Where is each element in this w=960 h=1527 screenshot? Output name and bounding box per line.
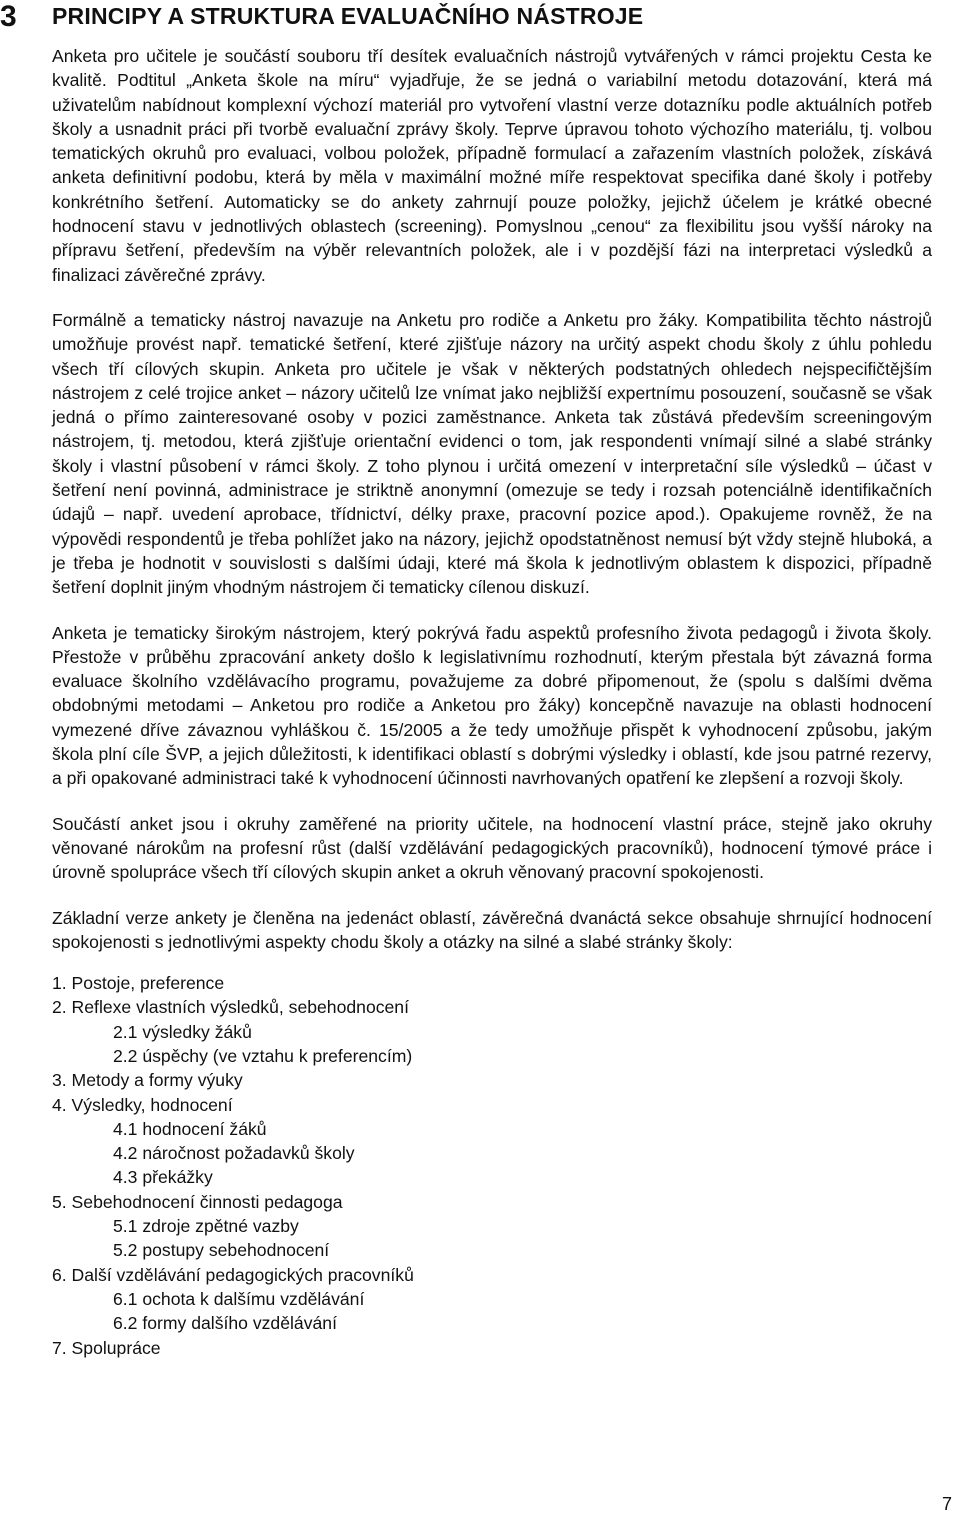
- document-body: [52, 44, 932, 1360]
- paragraph: Anketa je tematicky širokým nástrojem, který pokrývá řadu aspektů profesního života pedagogů i života školy. Přestože v průběhu zpracování ankety došlo k legislativnímu rozhodnutí, kterým přestala být závazná forma evaluace školního vzdělávacího programu, považujeme za dobré připomenout, že (spolu s dalšími dvěma obdobnými metodami – Anketou pro rodiče a Anketou pro žáky) koncepčně navazuje na oblasti hodnocení vymezené dříve závaznou vyhláškou č. 15/2005 a že tedy umožňuje přispět k vyhodnocení způsobu, jakým škola plní cíle ŠVP, a jejich důležitosti, k identifikaci oblastí s dobrými výsledky i oblastí, kde jsou patrné rezervy, a při opakované administraci také k vyhodnocení účinnosti navrhovaných opatření ke zlepšení a rozvoji školy.: [52, 622, 932, 789]
- paragraph: Formálně a tematicky nástroj navazuje na Anketu pro rodiče a Anketu pro žáky. Kompatibilita těchto nástrojů umožňuje provést např. tematické šetření, které zjišťuje názory na určitý aspekt chodu školy z úhlu pohledu všech tří cílových skupin. Anketa pro učitele je však v některých podstatných ohledech nejspecifičtějším nástrojem z celé trojice anket – názory učitelů lze vnímat jako nejbližší expertnímu posouzení, současně se však jedná o přímo zainteresované osoby v pozici zaměstnance. Anketa tak zůstává především screeningovým nástrojem, tj. metodou, která zjišťuje orientační evidenci o tom, jak respondenti vnímají silné a slabé stránky školy i vlastní působení v rámci školy. Z toho plynou i určitá omezení v interpretační síle výsledků – účast v šetření není povinná, administrace je striktně anonymní (omezuje se tedy i rozsah potenciálně identifikačních údajů – např. uvedení aprobace, třídnictví, délky praxe, pracovní pozice apod.). Opakujeme rovněž, že na výpovědi respondentů je třeba pohlížet jako na názory, jejichž opodstatněnost nemusí být vždy stejně hluboká, a je třeba je hodnotit v souvislosti s dalšími údaji, které má škola k jednotlivým oblastem k dispozici, případně šetření doplnit jiným vhodným nástrojem či tematicky cílenou diskuzí.: [52, 309, 932, 598]
- sub-area-item: 4.1 hodnocení žáků: [113, 1118, 267, 1139]
- paragraph: Součástí anket jsou i okruhy zaměřené na priority učitele, na hodnocení vlastní práce, stejně jako okruhy věnované nárokům na profesní růst (další vzdělávání pedagogických pracovníků), hodnocení týmové práce i úrovně spolupráce všech tří cílových skupin anket a okruh věnovaný pracovní spokojenosti.: [52, 813, 932, 883]
- chapter-number: 3: [0, 0, 17, 33]
- sub-area-item: 4.3 překážky: [113, 1167, 213, 1188]
- sub-area-item: 5.1 zdroje zpětné vazby: [113, 1216, 299, 1237]
- page-number: 7: [941, 1494, 952, 1514]
- area-item: 2. Reflexe vlastních výsledků, sebehodnocení: [52, 997, 409, 1018]
- sub-area-item: 4.2 náročnost požadavků školy: [113, 1143, 355, 1164]
- chapter-title: PRINCIPY A STRUKTURA EVALUAČNÍHO NÁSTROJE: [52, 3, 644, 29]
- area-item: 3. Metody a formy výuky: [52, 1070, 243, 1091]
- area-item: 4. Výsledky, hodnocení: [52, 1094, 233, 1115]
- area-list: [52, 971, 932, 1360]
- area-item: 6. Další vzdělávání pedagogických pracovníků: [52, 1264, 414, 1285]
- sub-area-item: 2.2 úspěchy (ve vztahu k preferencím): [113, 1045, 413, 1066]
- sub-area-item: 5.2 postupy sebehodnocení: [113, 1240, 330, 1261]
- area-item: 7. Spolupráce: [52, 1337, 161, 1358]
- area-item: 1. Postoje, preference: [52, 973, 225, 994]
- area-item: 5. Sebehodnocení činnosti pedagoga: [52, 1191, 343, 1212]
- sub-area-item: 6.1 ochota k dalšímu vzdělávání: [113, 1288, 365, 1309]
- sub-area-item: 2.1 výsledky žáků: [113, 1021, 252, 1042]
- paragraph: Základní verze ankety je členěna na jedenáct oblastí, závěrečná dvanáctá sekce obsahuje shrnující hodnocení spokojenosti s jednotlivými aspekty chodu školy a otázky na silné a slabé stránky školy:: [52, 907, 932, 952]
- paragraph: Anketa pro učitele je součástí souboru tří desítek evaluačních nástrojů vytvářených v rámci projektu Cesta ke kvalitě. Podtitul „Anketa škole na míru“ vyjadřuje, že se jedná o variabilní metodu dotazování, která má uživatelům nabídnout komplexní výchozí materiál pro vytvoření vlastní verze dotazníku podle aktuálních potřeb školy a usnadnit práci při tvorbě evaluační zprávy školy. Teprve úpravou tohoto výchozího materiálu, tj. volbou tematických okruhů pro evaluaci, volbou položek, případně formulací a zařazením vlastních položek, získává anketa definitivní podobu, která by měla v maximální možné míře respektovat specifika dané školy i potřeby konkrétního šetření. Automaticky se do ankety zahrnují pouze položky, jejichž účelem je krátké obecné hodnocení stavu v jednotlivých oblastech (screening). Pomyslnou „cenou“ za flexibilitu jsou vyšší nároky na přípravu šetření, především na výběr relevantních položek, ale i v pozdější fázi na interpretaci výsledků a finalizaci závěrečné zprávy.: [52, 46, 932, 285]
- sub-area-item: 6.2 formy dalšího vzdělávání: [113, 1313, 337, 1334]
